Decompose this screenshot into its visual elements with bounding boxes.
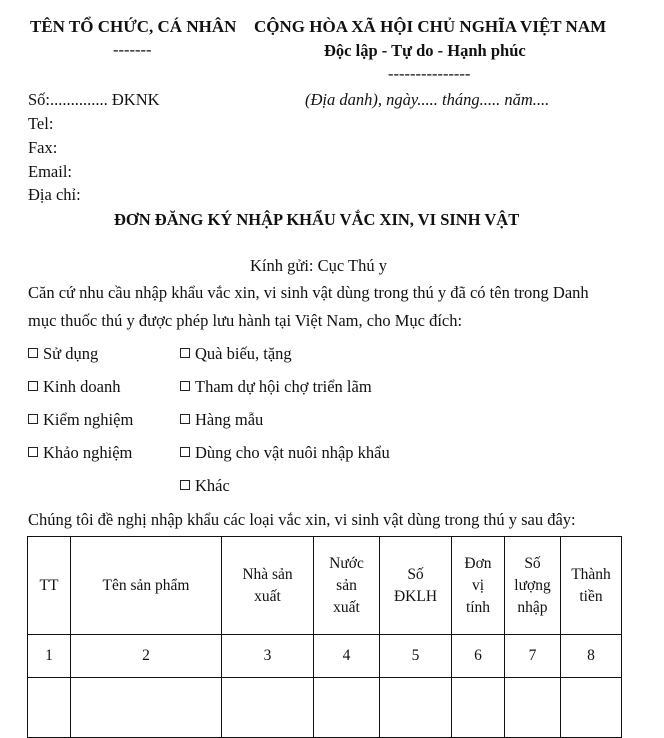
checkbox-icon[interactable] xyxy=(28,447,38,457)
purpose-label: Dùng cho vật nuôi nhập khẩu xyxy=(195,443,390,462)
header-product-name: Tên sản phẩm xyxy=(71,537,222,635)
org-name: TÊN TỔ CHỨC, CÁ NHÂN xyxy=(30,17,237,36)
checkbox-icon[interactable] xyxy=(180,381,190,391)
table-cell: 3 xyxy=(222,635,314,678)
table-cell[interactable] xyxy=(380,678,452,738)
table-cell[interactable] xyxy=(505,678,561,738)
tel-label: Tel: xyxy=(28,114,54,133)
checkbox-icon[interactable] xyxy=(180,480,190,490)
intro-line-2: mục thuốc thú y được phép lưu hành tại Việt Nam, cho Mục đích: xyxy=(28,311,463,330)
purpose-option[interactable] xyxy=(28,410,133,430)
purpose-option[interactable] xyxy=(180,443,390,463)
checkbox-icon[interactable] xyxy=(180,348,190,358)
purpose-option[interactable] xyxy=(28,443,132,463)
checkbox-icon[interactable] xyxy=(28,414,38,424)
purpose-label: Kinh doanh xyxy=(43,377,121,396)
table-cell[interactable] xyxy=(561,678,622,738)
recipient: Kính gửi: Cục Thú y xyxy=(250,256,387,275)
table-cell[interactable] xyxy=(452,678,505,738)
header-country: Nước sản xuất xyxy=(314,537,380,635)
form-title: ĐƠN ĐĂNG KÝ NHẬP KHẨU VẮC XIN, VI SINH VẬT xyxy=(114,210,520,229)
request-line: Chúng tôi đề nghị nhập khẩu các loại vắc xin, vi sinh vật dùng trong thú y sau đây: xyxy=(28,510,576,529)
intro-line-1: Căn cứ nhu cầu nhập khẩu vắc xin, vi sinh vật dùng trong thú y đã có tên trong Danh xyxy=(28,283,589,302)
table-cell: 4 xyxy=(314,635,380,678)
checkbox-icon[interactable] xyxy=(28,348,38,358)
product-table xyxy=(27,536,622,738)
purpose-label: Khác xyxy=(195,476,230,495)
checkbox-icon[interactable] xyxy=(180,414,190,424)
place-date: (Địa danh), ngày..... tháng..... năm.... xyxy=(305,90,550,109)
address-label: Địa chỉ: xyxy=(28,185,81,204)
table-cell: 2 xyxy=(71,635,222,678)
header-amount: Thành tiền xyxy=(561,537,622,635)
motto-dashes: --------------- xyxy=(388,64,471,83)
table-cell: 8 xyxy=(561,635,622,678)
table-cell[interactable] xyxy=(222,678,314,738)
header-quantity: Số lượng nhập xyxy=(505,537,561,635)
table-row xyxy=(28,678,622,738)
republic-title: CỘNG HÒA XÃ HỘI CHỦ NGHĨA VIỆT NAM xyxy=(254,17,607,36)
checkbox-icon[interactable] xyxy=(180,447,190,457)
purpose-option[interactable] xyxy=(28,344,98,364)
purpose-label: Sử dụng xyxy=(43,344,99,363)
table-index-row xyxy=(28,635,622,678)
table-cell[interactable] xyxy=(314,678,380,738)
table-cell[interactable] xyxy=(28,678,71,738)
purpose-option[interactable] xyxy=(180,410,263,430)
purpose-label: Khảo nghiệm xyxy=(43,443,133,462)
table-cell: 1 xyxy=(28,635,71,678)
motto: Độc lập - Tự do - Hạnh phúc xyxy=(324,41,526,60)
fax-label: Fax: xyxy=(28,138,58,157)
email-label: Email: xyxy=(28,162,72,181)
table-header-row xyxy=(28,537,622,635)
header-registration-number: Số ĐKLH xyxy=(380,537,452,635)
document-number: Số:.............. ĐKNK xyxy=(28,90,160,109)
table-cell: 5 xyxy=(380,635,452,678)
purpose-option[interactable] xyxy=(180,377,372,397)
purpose-option[interactable] xyxy=(28,377,120,397)
table-cell: 7 xyxy=(505,635,561,678)
purpose-option[interactable] xyxy=(180,476,230,496)
header-tt: TT xyxy=(28,537,71,635)
purpose-label: Kiểm nghiệm xyxy=(43,410,134,429)
table-cell: 6 xyxy=(452,635,505,678)
checkbox-icon[interactable] xyxy=(28,381,38,391)
header-manufacturer: Nhà sản xuất xyxy=(222,537,314,635)
header-unit: Đơn vị tính xyxy=(452,537,505,635)
purpose-label: Quà biếu, tặng xyxy=(195,344,292,363)
purpose-option[interactable] xyxy=(180,344,292,364)
purpose-label: Hàng mẫu xyxy=(195,410,264,429)
purpose-label: Tham dự hội chợ triển lãm xyxy=(195,377,372,396)
table-cell[interactable] xyxy=(71,678,222,738)
org-dashes: ------- xyxy=(113,40,152,59)
